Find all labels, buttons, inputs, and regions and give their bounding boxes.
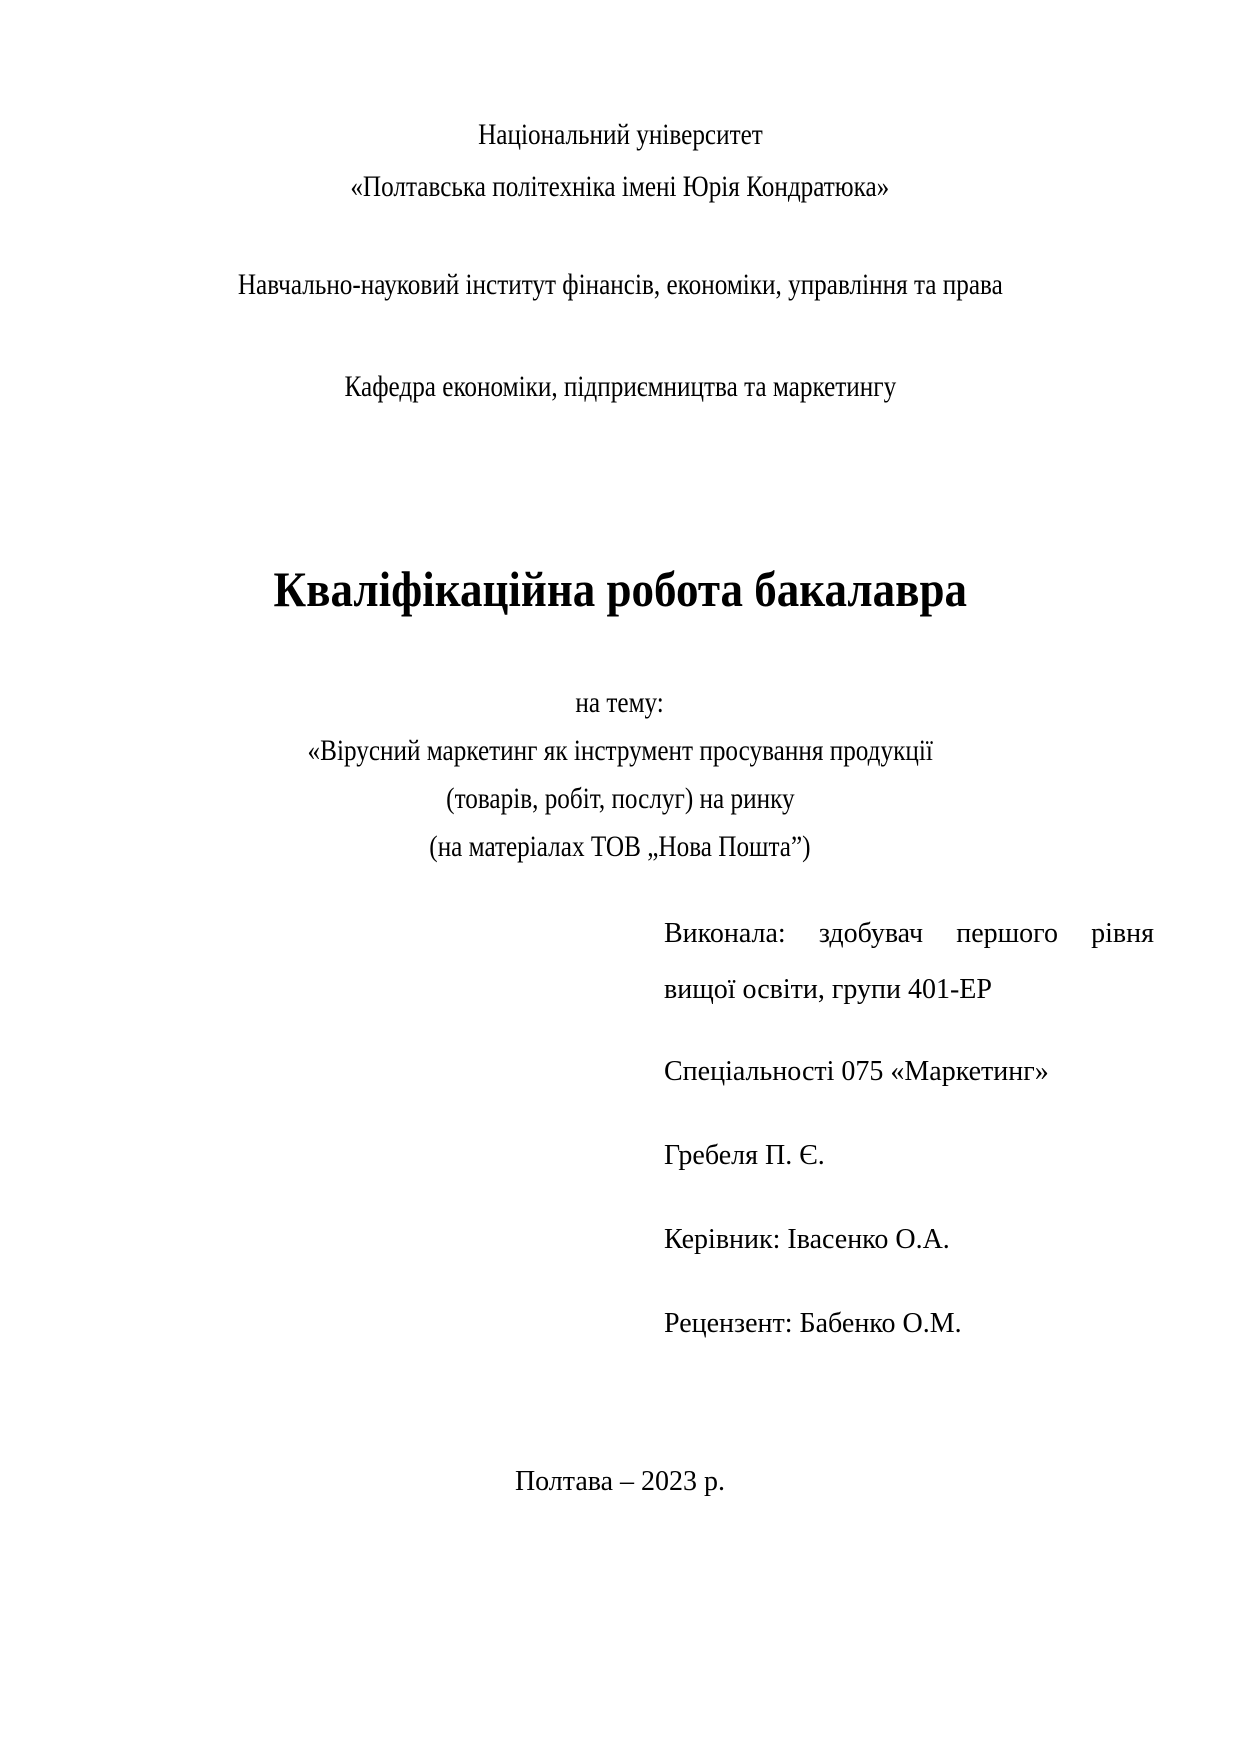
- supervisor: Керівник: Івасенко О.А.: [664, 1224, 950, 1255]
- topic-line-2: (товарів, робіт, послуг) на ринку: [445, 782, 795, 815]
- specialty: Спеціальності 075 «Маркетинг»: [664, 1056, 1049, 1087]
- author-block: [664, 906, 1154, 1018]
- topic-line-1: «Вірусний маркетинг як інструмент просування продукції: [307, 734, 933, 767]
- performed-by-line1: Виконала: здобувач першого рівня: [664, 918, 1154, 949]
- institute-name: Навчально-науковий інститут фінансів, економіки, управління та права: [237, 268, 1003, 301]
- topic-line-3: (на матеріалах ТОВ „Нова Пошта”): [429, 830, 811, 863]
- document-title: Кваліфікаційна робота бакалавра: [273, 561, 967, 617]
- student-name: Гребеля П. Є.: [664, 1140, 825, 1171]
- university-name-line1: Національний університет: [477, 118, 763, 151]
- city-year: Полтава – 2023 р.: [514, 1466, 726, 1497]
- department-name: Кафедра економіки, підприємництва та маркетингу: [344, 370, 896, 403]
- university-name-line2: «Полтавська політехніка імені Юрія Кондратюка»: [350, 170, 890, 203]
- reviewer: Рецензент: Бабенко О.М.: [664, 1308, 962, 1339]
- topic-label: на тему:: [575, 686, 665, 719]
- performed-by-line2: вищої освіти, групи 401-ЕР: [664, 974, 992, 1005]
